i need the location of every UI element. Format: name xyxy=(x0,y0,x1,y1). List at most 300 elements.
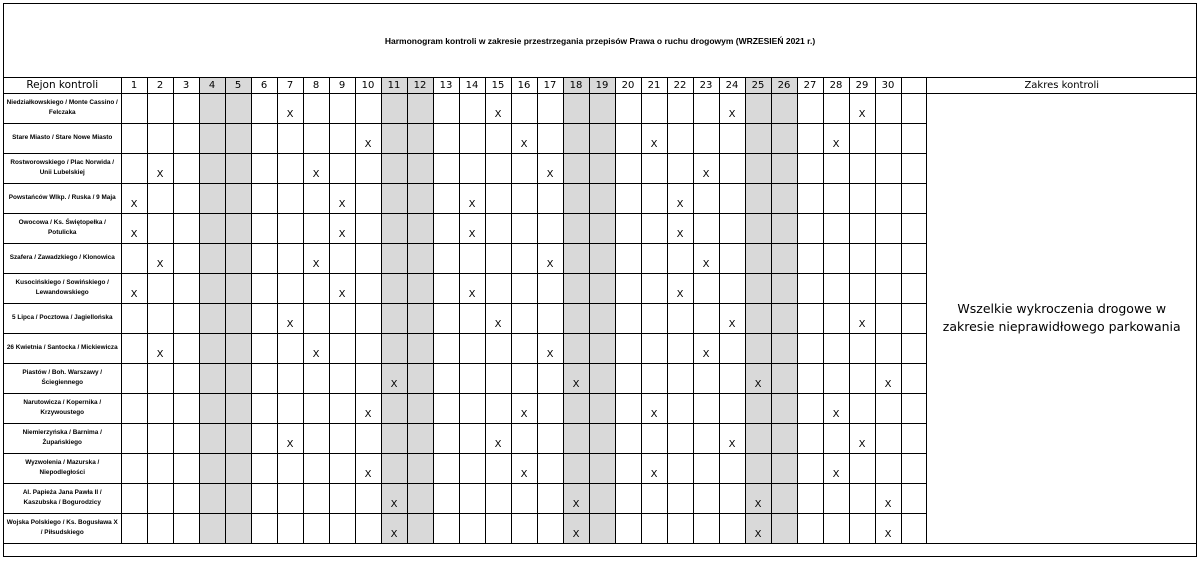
day-cell xyxy=(849,513,875,543)
day-cell xyxy=(667,123,693,153)
day-cell xyxy=(615,513,641,543)
check-mark-cell: X xyxy=(303,243,329,273)
day-cell xyxy=(719,363,745,393)
day-cell xyxy=(745,423,771,453)
day-cell xyxy=(459,243,485,273)
check-mark-cell: X xyxy=(667,273,693,303)
check-mark-cell: X xyxy=(147,153,173,183)
day-cell xyxy=(693,453,719,483)
day-cell xyxy=(251,483,277,513)
region-cell: Wojska Polskiego / Ks. Bogusława X / Piłsudskiego xyxy=(4,513,121,543)
day-cell xyxy=(511,93,537,123)
day-cell xyxy=(667,423,693,453)
day-cell xyxy=(745,93,771,123)
day-cell xyxy=(875,213,901,243)
day-cell xyxy=(303,513,329,543)
day-cell xyxy=(771,393,797,423)
day-cell xyxy=(667,393,693,423)
day-cell xyxy=(485,123,511,153)
day-cell xyxy=(563,123,589,153)
day-cell xyxy=(537,213,563,243)
day-header-10: 10 xyxy=(355,78,381,93)
region-cell: 26 Kwietnia / Santocka / Mickiewicza xyxy=(4,333,121,363)
day-cell xyxy=(407,303,433,333)
day-cell xyxy=(277,363,303,393)
day-cell xyxy=(121,453,147,483)
day-cell xyxy=(407,423,433,453)
day-cell xyxy=(433,423,459,453)
day-cell xyxy=(225,153,251,183)
check-mark-cell: X xyxy=(641,393,667,423)
check-mark-cell: X xyxy=(537,153,563,183)
day-cell xyxy=(589,153,615,183)
spacer-header xyxy=(901,78,926,93)
day-cell xyxy=(121,243,147,273)
check-mark-cell: X xyxy=(329,273,355,303)
check-mark-cell: X xyxy=(485,93,511,123)
day-cell xyxy=(563,333,589,363)
day-cell xyxy=(797,423,823,453)
check-mark-cell: X xyxy=(329,183,355,213)
day-cell xyxy=(745,243,771,273)
day-cell xyxy=(849,273,875,303)
day-cell xyxy=(329,243,355,273)
day-cell xyxy=(459,123,485,153)
day-cell xyxy=(147,393,173,423)
check-mark-cell: X xyxy=(459,213,485,243)
day-cell xyxy=(615,393,641,423)
day-cell xyxy=(433,303,459,333)
region-cell: 5 Lipca / Pocztowa / Jagiellońska xyxy=(4,303,121,333)
day-cell xyxy=(589,243,615,273)
day-cell xyxy=(719,273,745,303)
day-cell xyxy=(511,333,537,363)
day-cell xyxy=(589,363,615,393)
check-mark-cell: X xyxy=(329,213,355,243)
day-cell xyxy=(199,393,225,423)
day-cell xyxy=(147,93,173,123)
day-cell xyxy=(355,213,381,243)
check-mark-cell: X xyxy=(537,333,563,363)
day-cell xyxy=(173,363,199,393)
day-cell xyxy=(225,333,251,363)
day-cell xyxy=(797,453,823,483)
day-cell xyxy=(173,513,199,543)
check-mark-cell: X xyxy=(121,183,147,213)
day-cell xyxy=(485,453,511,483)
day-header-29: 29 xyxy=(849,78,875,93)
day-cell xyxy=(615,153,641,183)
day-cell xyxy=(875,153,901,183)
day-cell xyxy=(121,363,147,393)
day-cell xyxy=(615,303,641,333)
check-mark-cell: X xyxy=(745,483,771,513)
day-cell xyxy=(849,153,875,183)
day-cell xyxy=(537,273,563,303)
day-cell xyxy=(147,123,173,153)
day-cell xyxy=(537,393,563,423)
day-cell xyxy=(667,363,693,393)
day-cell xyxy=(459,153,485,183)
day-cell xyxy=(849,333,875,363)
day-cell xyxy=(615,243,641,273)
day-cell xyxy=(199,303,225,333)
day-cell xyxy=(641,183,667,213)
day-cell xyxy=(251,363,277,393)
check-mark-cell: X xyxy=(459,183,485,213)
day-cell xyxy=(589,93,615,123)
day-cell xyxy=(121,333,147,363)
day-cell xyxy=(589,393,615,423)
check-mark-cell: X xyxy=(537,243,563,273)
day-cell xyxy=(147,303,173,333)
day-cell xyxy=(173,213,199,243)
day-cell xyxy=(121,303,147,333)
day-cell xyxy=(563,423,589,453)
day-cell xyxy=(667,303,693,333)
day-cell xyxy=(589,513,615,543)
day-header-4: 4 xyxy=(199,78,225,93)
day-cell xyxy=(277,183,303,213)
title-row xyxy=(4,4,1196,78)
day-cell xyxy=(771,333,797,363)
check-mark-cell: X xyxy=(849,423,875,453)
day-cell xyxy=(355,243,381,273)
day-cell xyxy=(329,153,355,183)
day-cell xyxy=(771,423,797,453)
day-cell xyxy=(459,303,485,333)
day-cell xyxy=(849,183,875,213)
day-cell xyxy=(875,393,901,423)
day-cell xyxy=(823,483,849,513)
day-cell xyxy=(537,453,563,483)
page-title: Harmonogram kontroli w zakresie przestrzegania przepisów Prawa o ruchu drogowym (WRZESIEŃ 2021 r.) xyxy=(384,35,816,46)
day-cell xyxy=(199,123,225,153)
day-header-6: 6 xyxy=(251,78,277,93)
day-cell xyxy=(641,423,667,453)
day-cell xyxy=(875,303,901,333)
day-cell xyxy=(407,453,433,483)
check-mark-cell: X xyxy=(121,273,147,303)
day-cell xyxy=(771,153,797,183)
check-mark-cell: X xyxy=(823,123,849,153)
day-header-25: 25 xyxy=(745,78,771,93)
day-cell xyxy=(329,483,355,513)
day-cell xyxy=(329,453,355,483)
day-cell xyxy=(407,333,433,363)
day-cell xyxy=(563,393,589,423)
region-cell: Stare Miasto / Stare Nowe Miasto xyxy=(4,123,121,153)
day-cell xyxy=(407,273,433,303)
check-mark-cell: X xyxy=(667,183,693,213)
day-cell xyxy=(381,423,407,453)
day-cell xyxy=(381,333,407,363)
day-cell xyxy=(407,393,433,423)
day-cell xyxy=(173,93,199,123)
day-cell xyxy=(173,333,199,363)
day-cell xyxy=(303,393,329,423)
check-mark-cell: X xyxy=(641,123,667,153)
day-cell xyxy=(823,213,849,243)
day-cell xyxy=(485,243,511,273)
day-cell xyxy=(745,153,771,183)
day-cell xyxy=(615,483,641,513)
check-mark-cell: X xyxy=(563,513,589,543)
day-cell xyxy=(381,453,407,483)
day-cell xyxy=(563,243,589,273)
day-cell xyxy=(797,183,823,213)
day-cell xyxy=(485,483,511,513)
region-cell: Szafera / Zawadzkiego / Klonowica xyxy=(4,243,121,273)
region-cell: Niedziałkowskiego / Monte Cassino / Felczaka xyxy=(4,93,121,123)
day-header-12: 12 xyxy=(407,78,433,93)
spacer-cell xyxy=(901,213,926,243)
day-cell xyxy=(771,513,797,543)
day-cell xyxy=(875,333,901,363)
day-cell xyxy=(511,513,537,543)
day-cell xyxy=(797,363,823,393)
day-cell xyxy=(589,123,615,153)
day-cell xyxy=(875,243,901,273)
region-cell: Rostworowskiego / Plac Norwida / Unii Lubelskiej xyxy=(4,153,121,183)
day-cell xyxy=(797,213,823,243)
check-mark-cell: X xyxy=(511,453,537,483)
day-cell xyxy=(381,183,407,213)
region-cell: Kusocińskiego / Sowińskiego / Lewandowskiego xyxy=(4,273,121,303)
check-mark-cell: X xyxy=(745,363,771,393)
day-cell xyxy=(693,423,719,453)
day-cell xyxy=(797,93,823,123)
day-cell xyxy=(537,183,563,213)
check-mark-cell: X xyxy=(849,303,875,333)
day-cell xyxy=(407,93,433,123)
day-cell xyxy=(147,483,173,513)
check-mark-cell: X xyxy=(719,303,745,333)
check-mark-cell: X xyxy=(381,483,407,513)
schedule-sheet xyxy=(3,3,1197,557)
day-cell xyxy=(823,423,849,453)
check-mark-cell: X xyxy=(485,423,511,453)
check-mark-cell: X xyxy=(277,303,303,333)
spacer-cell xyxy=(901,333,926,363)
day-cell xyxy=(173,123,199,153)
day-cell xyxy=(797,513,823,543)
day-cell xyxy=(199,93,225,123)
day-cell xyxy=(355,483,381,513)
day-cell xyxy=(589,333,615,363)
schedule-body xyxy=(4,93,1197,543)
day-cell xyxy=(433,363,459,393)
day-cell xyxy=(277,153,303,183)
day-header-20: 20 xyxy=(615,78,641,93)
check-mark-cell: X xyxy=(875,483,901,513)
spacer-cell xyxy=(901,483,926,513)
day-cell xyxy=(251,243,277,273)
day-cell xyxy=(797,303,823,333)
day-cell xyxy=(693,213,719,243)
day-cell xyxy=(485,393,511,423)
day-cell xyxy=(693,363,719,393)
day-cell xyxy=(537,423,563,453)
day-header-13: 13 xyxy=(433,78,459,93)
day-cell xyxy=(147,513,173,543)
day-cell xyxy=(537,93,563,123)
check-mark-cell: X xyxy=(511,393,537,423)
day-cell xyxy=(641,483,667,513)
region-cell: Owocowa / Ks. Świętopełka / Potulicka xyxy=(4,213,121,243)
day-cell xyxy=(719,393,745,423)
day-cell xyxy=(329,93,355,123)
day-cell xyxy=(719,243,745,273)
day-cell xyxy=(407,123,433,153)
day-cell xyxy=(225,123,251,153)
schedule-table xyxy=(4,78,1197,544)
day-cell xyxy=(485,273,511,303)
day-cell xyxy=(745,393,771,423)
day-cell xyxy=(797,333,823,363)
day-cell xyxy=(407,513,433,543)
day-header-11: 11 xyxy=(381,78,407,93)
day-cell xyxy=(511,303,537,333)
day-cell xyxy=(823,303,849,333)
day-cell xyxy=(667,453,693,483)
check-mark-cell: X xyxy=(355,453,381,483)
day-cell xyxy=(173,273,199,303)
day-cell xyxy=(771,273,797,303)
day-cell xyxy=(563,153,589,183)
spacer-cell xyxy=(901,393,926,423)
day-cell xyxy=(199,423,225,453)
day-cell xyxy=(433,183,459,213)
day-cell xyxy=(433,93,459,123)
day-header-7: 7 xyxy=(277,78,303,93)
day-cell xyxy=(641,513,667,543)
day-cell xyxy=(511,363,537,393)
day-cell xyxy=(641,303,667,333)
day-cell xyxy=(147,363,173,393)
day-cell xyxy=(433,453,459,483)
day-cell xyxy=(693,393,719,423)
day-cell xyxy=(433,333,459,363)
check-mark-cell: X xyxy=(667,213,693,243)
day-cell xyxy=(407,213,433,243)
spacer-cell xyxy=(901,183,926,213)
day-header-18: 18 xyxy=(563,78,589,93)
day-cell xyxy=(849,123,875,153)
day-cell xyxy=(121,93,147,123)
day-cell xyxy=(121,393,147,423)
day-cell xyxy=(823,333,849,363)
check-mark-cell: X xyxy=(693,333,719,363)
day-cell xyxy=(225,213,251,243)
day-cell xyxy=(277,213,303,243)
day-cell xyxy=(329,303,355,333)
day-cell xyxy=(355,513,381,543)
spacer-cell xyxy=(901,513,926,543)
day-cell xyxy=(381,273,407,303)
day-cell xyxy=(771,303,797,333)
day-cell xyxy=(589,273,615,303)
day-cell xyxy=(563,303,589,333)
day-cell xyxy=(771,483,797,513)
day-cell xyxy=(355,333,381,363)
day-cell xyxy=(173,153,199,183)
day-cell xyxy=(329,423,355,453)
day-header-3: 3 xyxy=(173,78,199,93)
day-cell xyxy=(615,333,641,363)
day-cell xyxy=(251,183,277,213)
day-cell xyxy=(251,513,277,543)
day-cell xyxy=(303,303,329,333)
day-cell xyxy=(797,243,823,273)
spacer-cell xyxy=(901,273,926,303)
check-mark-cell: X xyxy=(693,153,719,183)
day-cell xyxy=(849,243,875,273)
day-cell xyxy=(589,303,615,333)
day-cell xyxy=(459,483,485,513)
day-cell xyxy=(459,93,485,123)
day-header-8: 8 xyxy=(303,78,329,93)
day-cell xyxy=(537,363,563,393)
day-cell xyxy=(225,423,251,453)
day-cell xyxy=(225,273,251,303)
day-cell xyxy=(303,213,329,243)
day-cell xyxy=(251,453,277,483)
day-cell xyxy=(407,363,433,393)
day-cell xyxy=(641,273,667,303)
day-cell xyxy=(875,423,901,453)
check-mark-cell: X xyxy=(355,123,381,153)
day-cell xyxy=(199,153,225,183)
day-cell xyxy=(459,453,485,483)
day-cell xyxy=(641,333,667,363)
check-mark-cell: X xyxy=(641,453,667,483)
day-cell xyxy=(745,453,771,483)
check-mark-cell: X xyxy=(745,513,771,543)
day-cell xyxy=(329,333,355,363)
day-cell xyxy=(667,243,693,273)
day-cell xyxy=(251,123,277,153)
day-cell xyxy=(199,513,225,543)
day-cell xyxy=(589,213,615,243)
scope-cell: Wszelkie wykroczenia drogowe w zakresie nieprawidłowego parkowania xyxy=(926,93,1197,543)
day-cell xyxy=(225,453,251,483)
day-cell xyxy=(719,333,745,363)
check-mark-cell: X xyxy=(277,93,303,123)
day-cell xyxy=(823,183,849,213)
day-header-15: 15 xyxy=(485,78,511,93)
day-cell xyxy=(199,333,225,363)
day-cell xyxy=(849,483,875,513)
day-cell xyxy=(199,243,225,273)
check-mark-cell: X xyxy=(563,363,589,393)
day-cell xyxy=(615,453,641,483)
day-cell xyxy=(823,513,849,543)
day-cell xyxy=(615,273,641,303)
day-cell xyxy=(303,363,329,393)
day-cell xyxy=(693,483,719,513)
day-cell xyxy=(251,393,277,423)
day-cell xyxy=(485,213,511,243)
day-cell xyxy=(719,213,745,243)
day-cell xyxy=(433,213,459,243)
day-cell xyxy=(667,153,693,183)
day-cell xyxy=(641,213,667,243)
day-cell xyxy=(173,243,199,273)
day-cell xyxy=(693,273,719,303)
day-cell xyxy=(693,183,719,213)
day-cell xyxy=(641,243,667,273)
